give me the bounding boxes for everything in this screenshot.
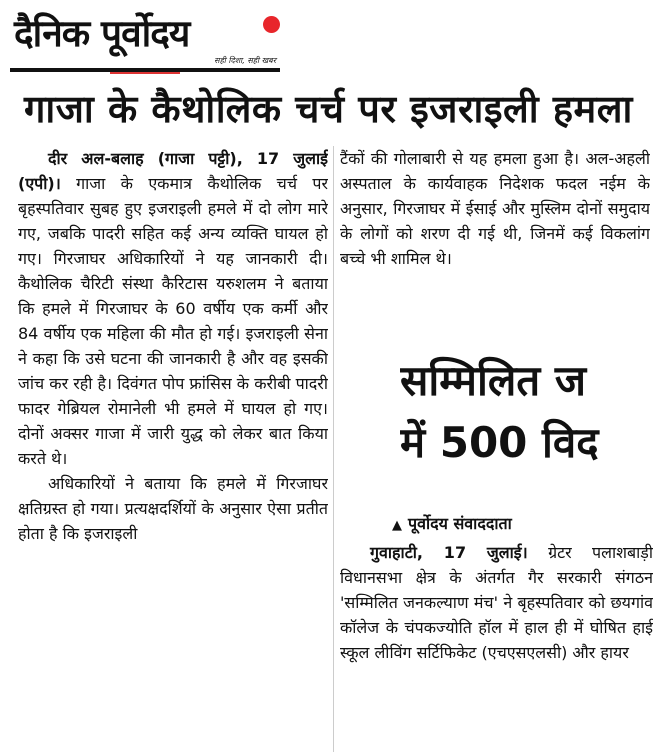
triangle-icon: ▲ [392, 518, 402, 533]
article2-body-text: ग्रेटर पलाशबाड़ी विधानसभा क्षेत्र के अंतर्गत गैर सरकारी संगठन 'सम्मिलित जनकल्याण मंच' ने बृहस्पतिवार को छयगांव कॉलेज के चंपकज्योति हॉल में हाल ही में घोषित हाई स्कूल लीविंग सर्टिफिकेट (एचएसएलसी) और हायर [340, 543, 653, 662]
article2-byline-text: पूर्वोदय संवाददाता [408, 514, 512, 533]
article2-headline-line2: में 500 विद [400, 418, 599, 465]
article-column-left [18, 146, 328, 748]
article2-body-column [340, 540, 653, 752]
article2-byline [392, 512, 512, 534]
article-headline: गाजा के कैथोलिक चर्च पर इजराइली हमला [24, 87, 633, 131]
article-para-2: अधिकारियों ने बताया कि हमले में गिरजाघर क्षतिग्रस्त हो गया। प्रत्यक्षदर्शियों के अनुसार ऐसा प्रतीत होता है कि इजराइली [18, 474, 328, 543]
article2-headline [400, 350, 659, 465]
article-dateline: दीर अल-बलाह (गाजा पट्टी), 17 जुलाई (एपी)। [18, 149, 328, 193]
masthead [10, 6, 280, 74]
masthead-accent-rule [110, 72, 180, 74]
masthead-logo-dot-icon [263, 16, 280, 33]
article2-dateline: गुवाहाटी, 17 जुलाई। [370, 543, 528, 562]
article-column-right [340, 146, 650, 326]
masthead-tagline: सही दिशा, सही खबर [214, 56, 276, 65]
article2-body [340, 540, 653, 665]
article2-headline-line1: सम्मिलित ज [400, 356, 587, 405]
article-para-1-text: गाजा के एकमात्र कैथोलिक चर्च पर बृहस्पतिवार सुबह हुए इजराइली हमले में दो लोग मारे गए, जबकि पादरी सहित कई अन्य व्यक्ति घायल हो गए। गिरजाघर अधिकारियों ने यह जानकारी दी। कैथोलिक चैरिटी संस्था कैरिटास यरुशलम ने बताया कि हमले में गिरजाघर के 60 वर्षीय एक कर्मी और 84 वर्षीय एक महिला की मौत हो गई। इजराइली सेना ने कहा कि उसे घटना की जानकारी है और वह इसकी जांच कर रही है। दिवंगत पोप फ्रांसिस के करीबी पादरी फादर गेब्रियल रोमानेली भी हमले में घायल हो गए। दोनों अक्सर गाजा में जारी युद्ध को लेकर बात किया करते थे। [18, 174, 328, 468]
article-para-1 [18, 146, 328, 471]
masthead-title: दैनिक पूर्वोदय [14, 12, 190, 55]
article-para-3: टैंकों की गोलाबारी से यह हमला हुआ है। अल-अहली अस्पताल के कार्यवाहक निदेशक फदल नईम के अनुसार, गिरजाघर में ईसाई और मुस्लिम दोनों समुदाय के लोगों को शरण दी गई थी, जिनमें कई विकलांग बच्चे भी शामिल थे। [340, 149, 650, 268]
column-divider [333, 146, 334, 752]
